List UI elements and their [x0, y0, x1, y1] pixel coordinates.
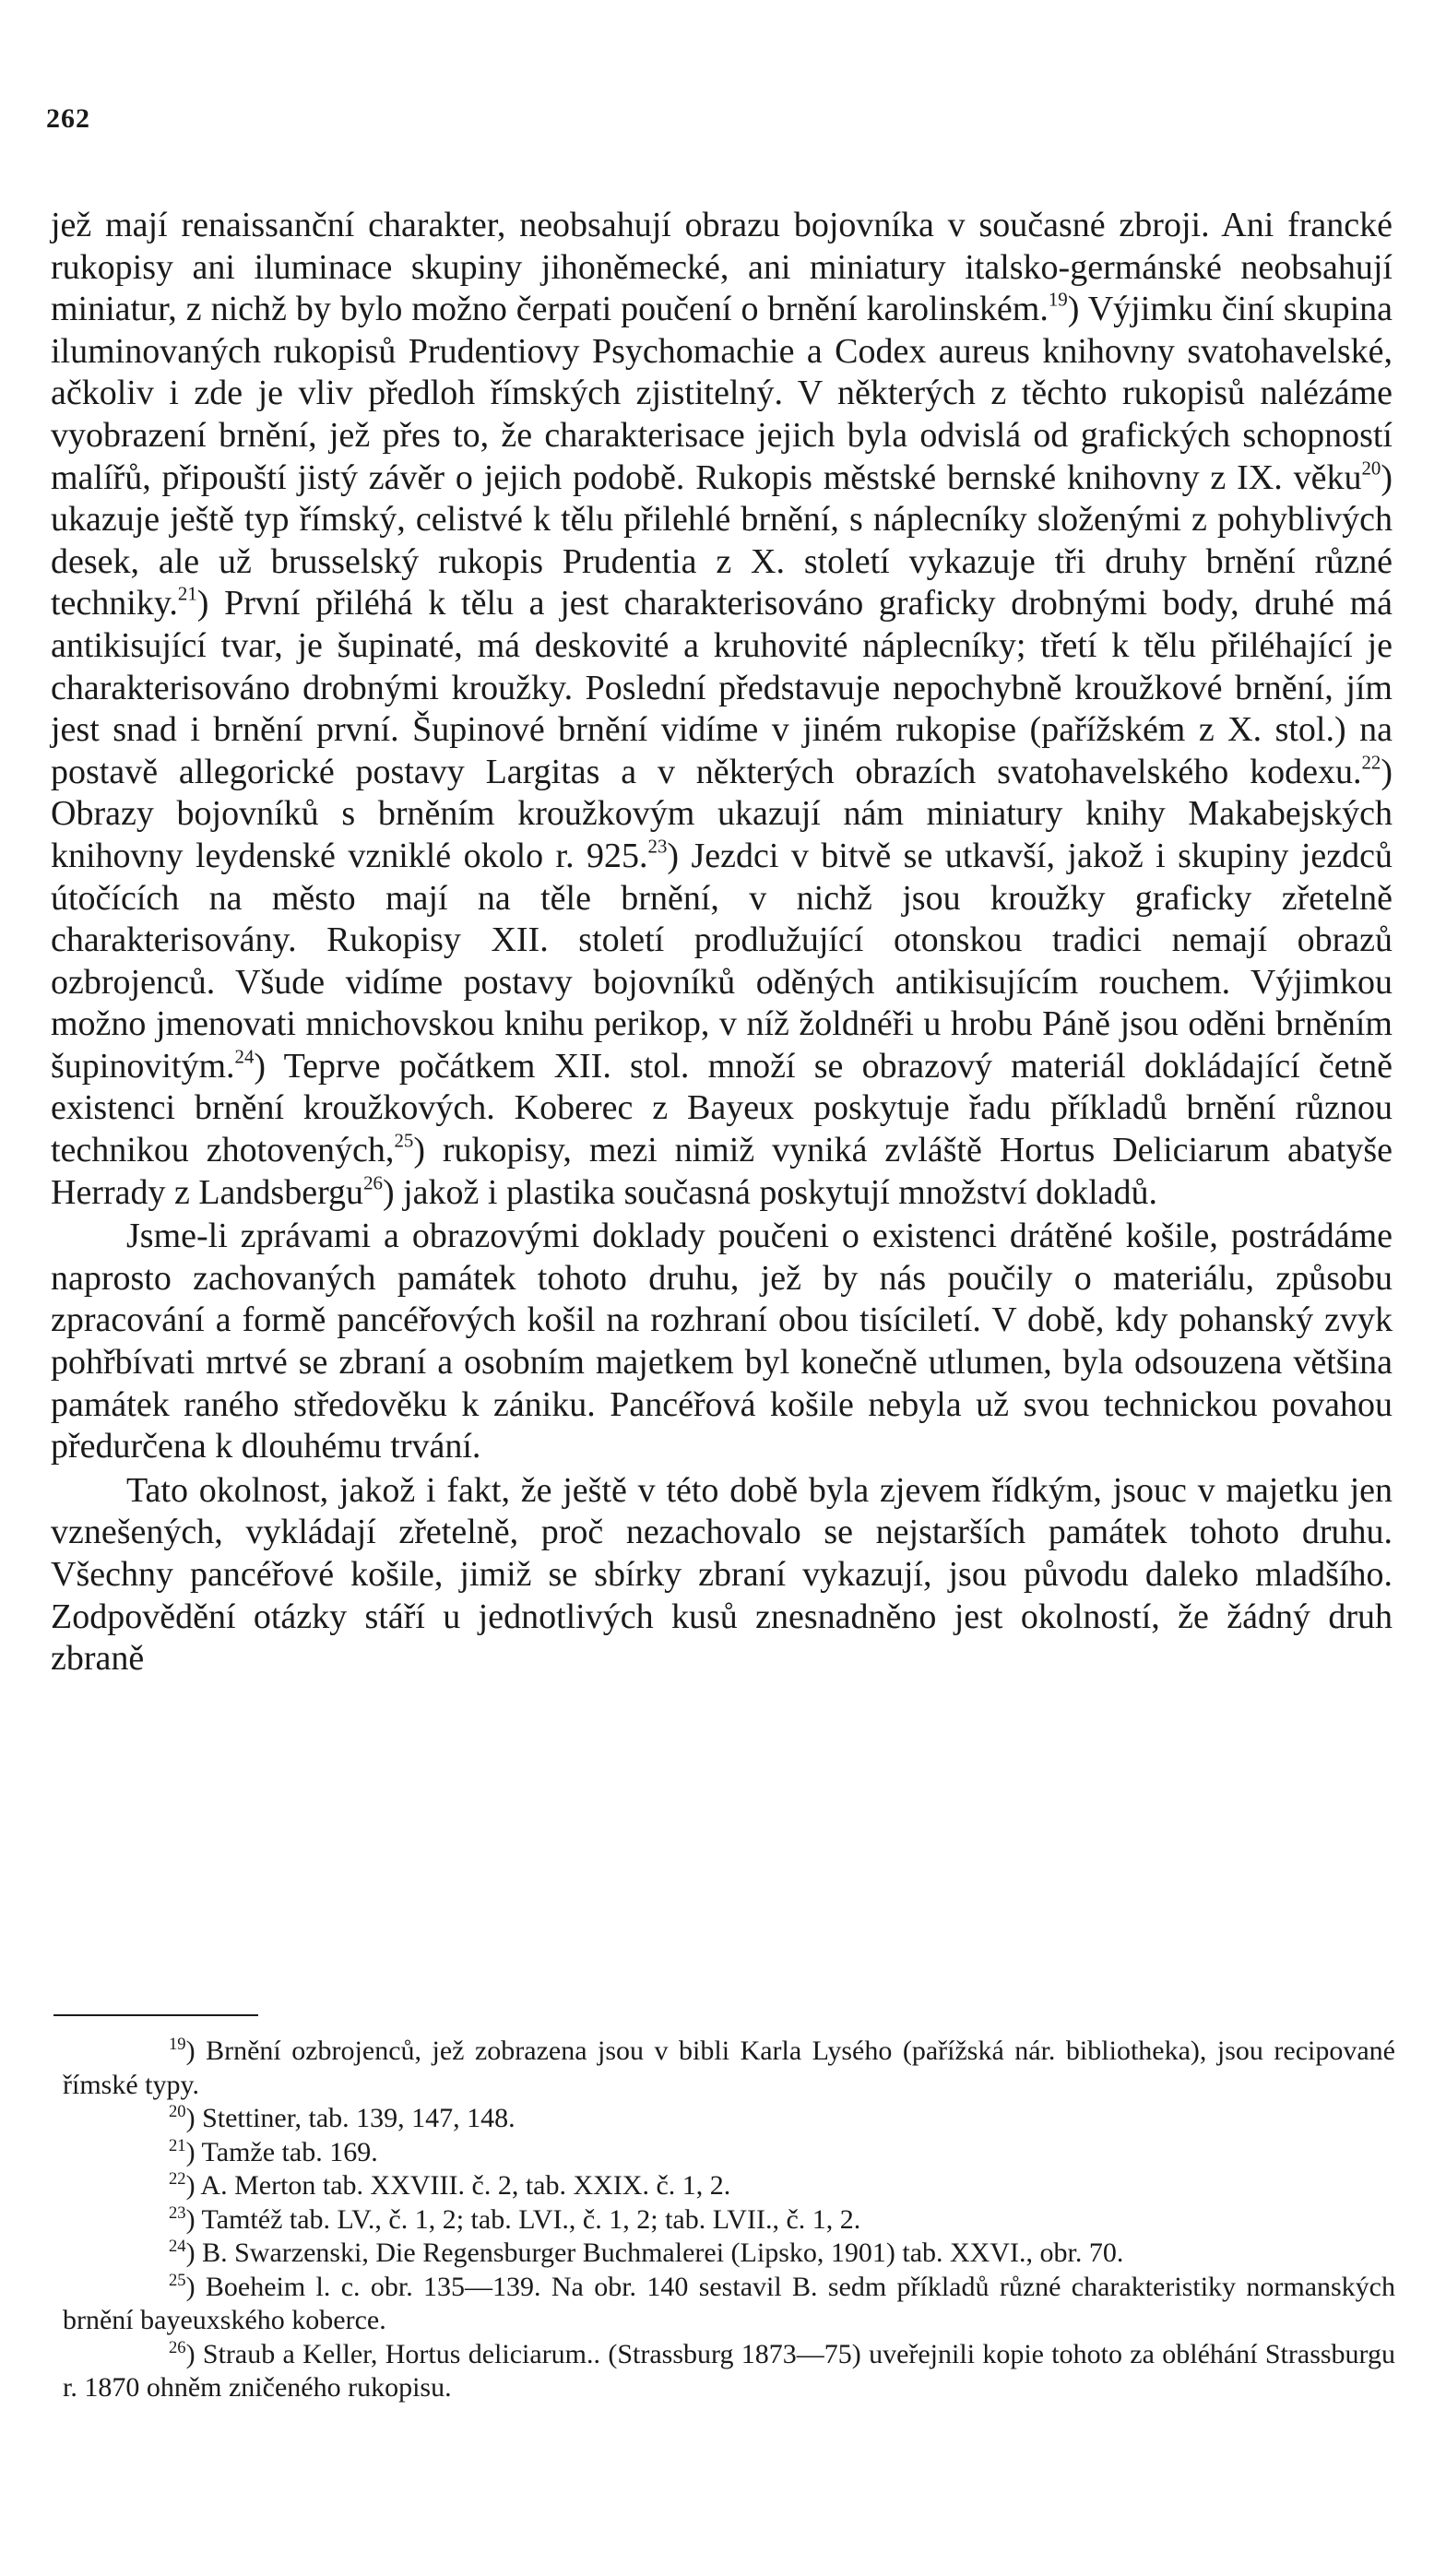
footnote — [63, 2035, 1395, 2102]
text-run: ) První přiléhá k tělu a jest charakterisováno graficky drobnými body, druhé má antikisující tvar, je šupinaté, má deskovité a kruhovité náplecníky; třetí k tělu přiléhající je charakterisováno drobnými kroužky. Poslední představuje nepochybně kroužkové brnění, jím jest snad i brnění první. Šupinové brnění vidíme v jiném rukopise (pařížském z X. stol.) na postavě allegorické postavy Largitas a v některých obrazích svatohavelského kodexu. — [51, 584, 1393, 791]
page-number: 262 — [46, 103, 90, 134]
text-run: ) Obrazy bojovníků s brněním kroužkovým ukazují nám miniatury knihy Makabejských knihovny leydenské vzniklé okolo r. 925. — [51, 752, 1393, 875]
footnote — [63, 2203, 1395, 2238]
footnote-reference[interactable]: 22 — [1361, 751, 1381, 774]
footnote-text: ) Brnění ozbrojenců, jež zobrazena jsou v bibli Karla Lysého (pařížská nár. bibliotheka), jsou recipované římské typy. — [63, 2036, 1395, 2100]
text-run: ) rukopisy, mezi nimiž vyniká zvláště Hortus Deliciarum abatyše Herrady z Landsbergu — [51, 1131, 1393, 1212]
footnote — [63, 2338, 1395, 2405]
paragraph — [51, 1470, 1393, 1680]
footnote-number: 20 — [169, 2101, 186, 2121]
text-run: ) Výjimku činí skupina iluminovaných rukopisů Prudentiovy Psychomachie a Codex aureus knihovny svatohavelské, ačkoliv i zde je vliv předloh římských zjistitelný. V některých z těchto rukopisů nalézáme vyobrazení brnění, jež přes to, že charakterisace jejich byla odvislá od grafických schopností malířů, připouští jistý závěr o jejich podobě. Rukopis městské bernské knihovny z IX. věku — [51, 290, 1393, 497]
footnote — [63, 2102, 1395, 2136]
footnote-text: ) A. Merton tab. XXVIII. č. 2, tab. XXIX. č. 1, 2. — [185, 2170, 731, 2201]
footnote-number: 25 — [169, 2270, 186, 2290]
footnote-text: ) Straub a Keller, Hortus deliciarum.. (Strassburg 1873—75) uveřejnili kopie tohoto za obléhání Strassburgu r. 1870 ohněm zničeného rukopisu. — [63, 2338, 1395, 2403]
text-run: ) Teprve počátkem XII. stol. množí se obrazový materiál dokládající četně existenci brnění kroužkových. Koberec z Bayeux poskytuje řadu příkladů brnění různou technikou zhotovených, — [51, 1046, 1393, 1170]
footnote-reference[interactable]: 24 — [234, 1045, 255, 1068]
footnote-text: ) Tamtéž tab. LV., č. 1, 2; tab. LVI., č. 1, 2; tab. LVII., č. 1, 2. — [185, 2203, 861, 2235]
footnote-text: ) Boeheim l. c. obr. 135—139. Na obr. 140 sestavil B. sedm příkladů různé charakteristiky normanských brnění bayeuxského koberce. — [63, 2271, 1395, 2335]
footnote — [63, 2136, 1395, 2170]
footnote-text: ) Stettiner, tab. 139, 147, 148. — [185, 2103, 516, 2133]
footnote-text: ) Tamže tab. 169. — [185, 2136, 378, 2167]
footnote-number: 22 — [169, 2168, 186, 2189]
footnote — [63, 2237, 1395, 2271]
footnote-reference[interactable]: 19 — [1048, 288, 1068, 311]
footnote-number: 21 — [169, 2135, 186, 2155]
footnote-reference[interactable]: 25 — [394, 1129, 414, 1152]
footnotes — [63, 2035, 1395, 2405]
footnote-reference[interactable]: 20 — [1361, 456, 1381, 479]
footnote-number: 23 — [169, 2202, 186, 2223]
footnote-number: 19 — [169, 2034, 186, 2054]
text-run: ) Jezdci v bitvě se utkavší, jakož i skupiny jezdců útočících na město mají na těle brnění, v nichž jsou kroužky graficky zřetelně charakterisovány. Rukopisy XII. století prodlužující otonskou tradici nemají obrazů ozbrojenců. Všude vidíme postavy bojovníků oděných antikisujícím rouchem. Výjimkou možno jmenovati mnichovskou knihu perikop, v níž žoldnéři u hrobu Páně jsou oděni brněním šupinovitým. — [51, 836, 1393, 1086]
text-run: Jsme-li zprávami a obrazovými doklady poučeni o existenci drátěné košile, postrádáme naprosto zachovaných památek tohoto druhu, jež by nás poučily o materiálu, způsobu zpracování a formě pancéřových košil na rozhraní obou tisíciletí. V době, kdy pohanský zvyk pohřbívati mrtvé se zbraní a osobním majetkem byl konečně utlumen, byla odsouzena většina památek raného středověku k zániku. Pancéřová košile nebyla už svou technickou povahou předurčena k dlouhému trvání. — [51, 1217, 1393, 1466]
body-text — [51, 205, 1393, 1680]
footnote-reference[interactable]: 21 — [177, 582, 197, 605]
footnote-reference[interactable]: 23 — [647, 835, 668, 858]
footnote — [63, 2169, 1395, 2203]
text-run: ) jakož i plastika současná poskytují množství dokladů. — [382, 1172, 1158, 1212]
text-run: Tato okolnost, jakož i fakt, že ještě v této době byla zjevem řídkým, jsouc v majetku jen vznešených, vykládají zřetelně, proč nezachovalo se nejstarších památek tohoto druhu. Všechny pancéřové košile, jimiž se sbírky zbraní vykazují, jsou původu daleko mladšího. Zodpovědění otázky stáří u jednotlivých kusů znesnadněno jest okolností, že žádný druh zbraně — [51, 1470, 1393, 1679]
footnote-divider — [53, 2014, 258, 2016]
footnote-text: ) B. Swarzenski, Die Regensburger Buchmalerei (Lipsko, 1901) tab. XXVI., obr. 70. — [185, 2238, 1124, 2268]
paragraph — [51, 205, 1393, 1214]
footnote-number: 26 — [169, 2337, 186, 2357]
text-run: jež mají renaissanční charakter, neobsahují obrazu bojovníka v současné zbroji. Ani francké rukopisy ani iluminace skupiny jihoněmecké, ani miniatury italsko-germánské neobsahují miniatur, z nichž by bylo možno čerpati poučení o brnění karolinském. — [51, 206, 1393, 329]
text-run: ) ukazuje ještě typ římský, celistvé k tělu přilehlé brnění, s náplecníky složenými z pohyblivých desek, ale už brusselský rukopis Prudentia z X. století vykazuje tři druhy brnění různé techniky. — [51, 457, 1393, 623]
footnote-number: 24 — [169, 2236, 186, 2256]
footnote — [63, 2271, 1395, 2338]
paragraph — [51, 1216, 1393, 1468]
footnote-reference[interactable]: 26 — [363, 1170, 383, 1193]
